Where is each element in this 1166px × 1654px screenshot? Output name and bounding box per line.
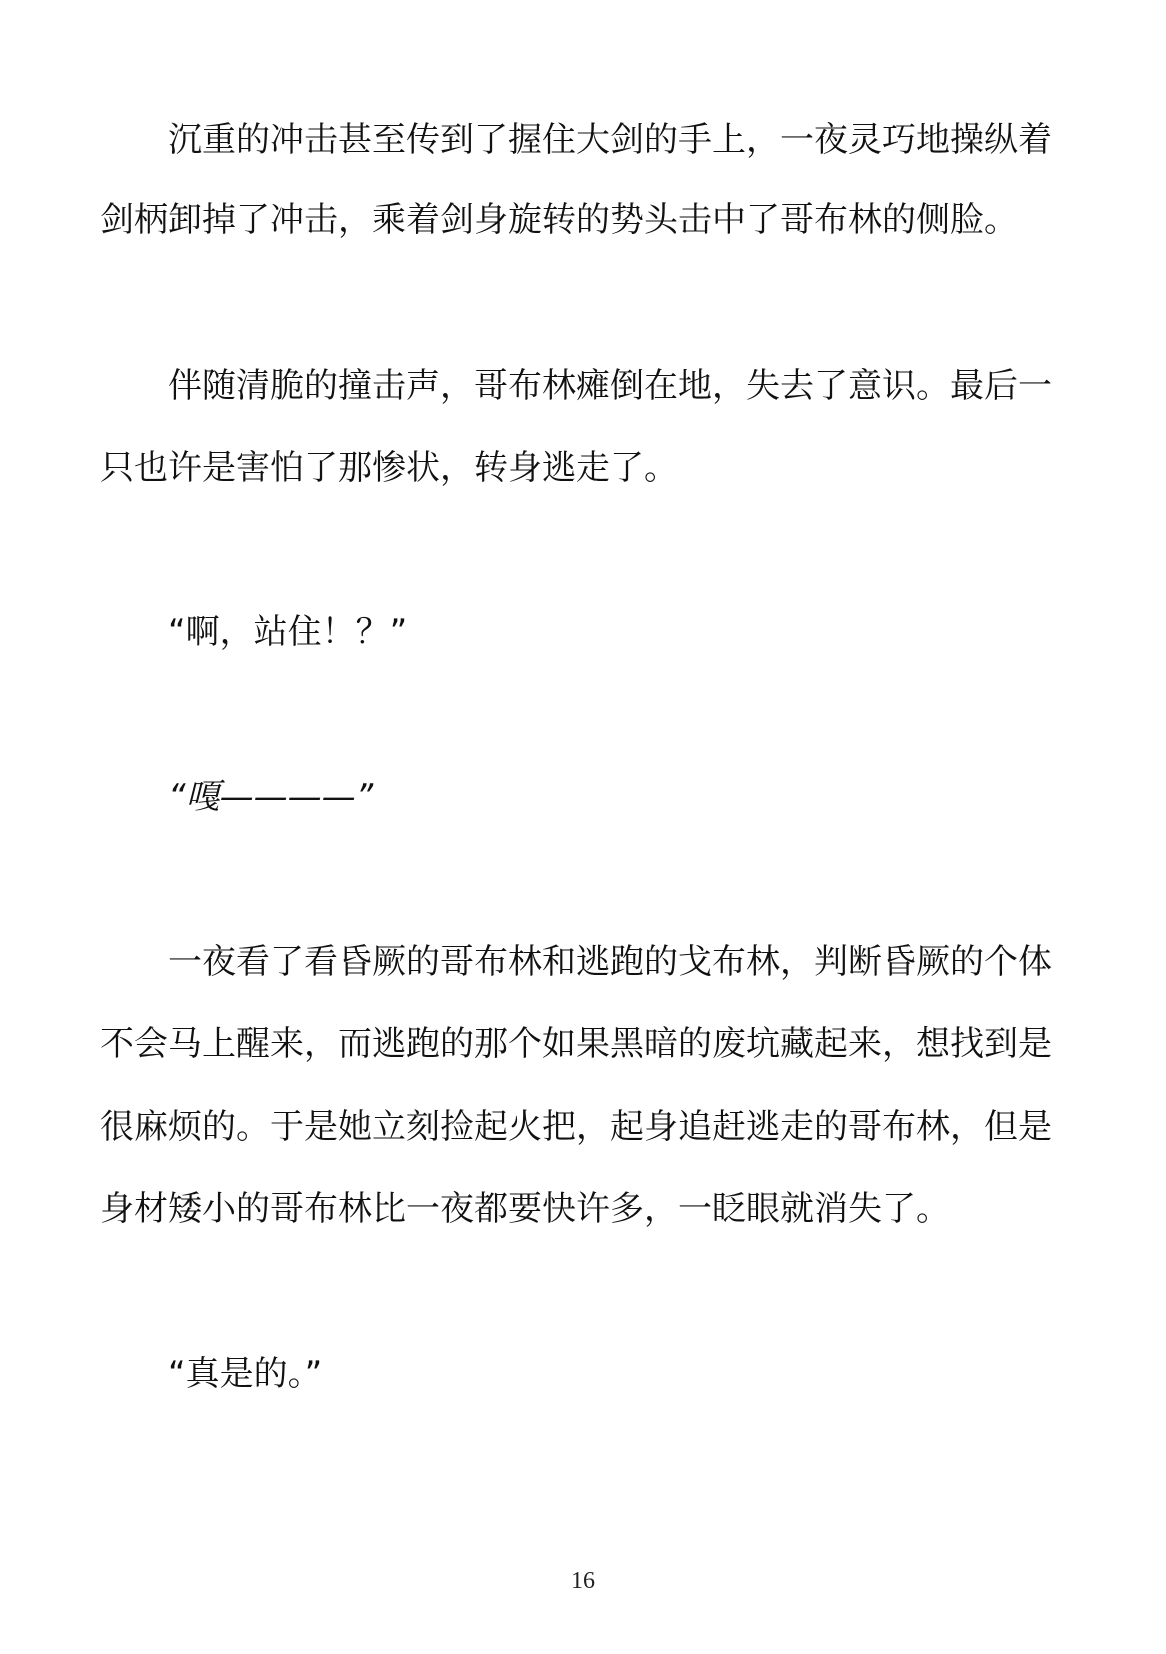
page-number: 16 (571, 1568, 595, 1594)
paragraph-3-line-3: 很麻烦的。于是她立刻捡起火把，起身追赶逃走的哥布林，但是 (100, 1107, 1052, 1147)
dialogue-stop: “啊，站住！？” (168, 612, 408, 652)
dialogue-goblin-cry: “嘎————” (168, 777, 374, 817)
paragraph-3-line-1: 一夜看了看昏厥的哥布林和逃跑的戈布林，判断昏厥的个体 (168, 942, 1052, 982)
paragraph-2-line-1: 伴随清脆的撞击声，哥布林瘫倒在地，失去了意识。最后一 (168, 366, 1052, 406)
paragraph-3-line-4: 身材矮小的哥布林比一夜都要快许多，一眨眼就消失了。 (100, 1189, 950, 1229)
paragraph-2-line-2: 只也许是害怕了那惨状，转身逃走了。 (100, 448, 678, 488)
paragraph-1-line-2: 剑柄卸掉了冲击，乘着剑身旋转的势头击中了哥布林的侧脸。 (100, 200, 1018, 240)
paragraph-1-line-1: 沉重的冲击甚至传到了握住大剑的手上，一夜灵巧地操纵着 (168, 120, 1052, 160)
paragraph-3-line-2: 不会马上醒来，而逃跑的那个如果黑暗的废坑藏起来，想找到是 (100, 1024, 1052, 1064)
dialogue-sigh: “真是的。” (168, 1354, 323, 1394)
